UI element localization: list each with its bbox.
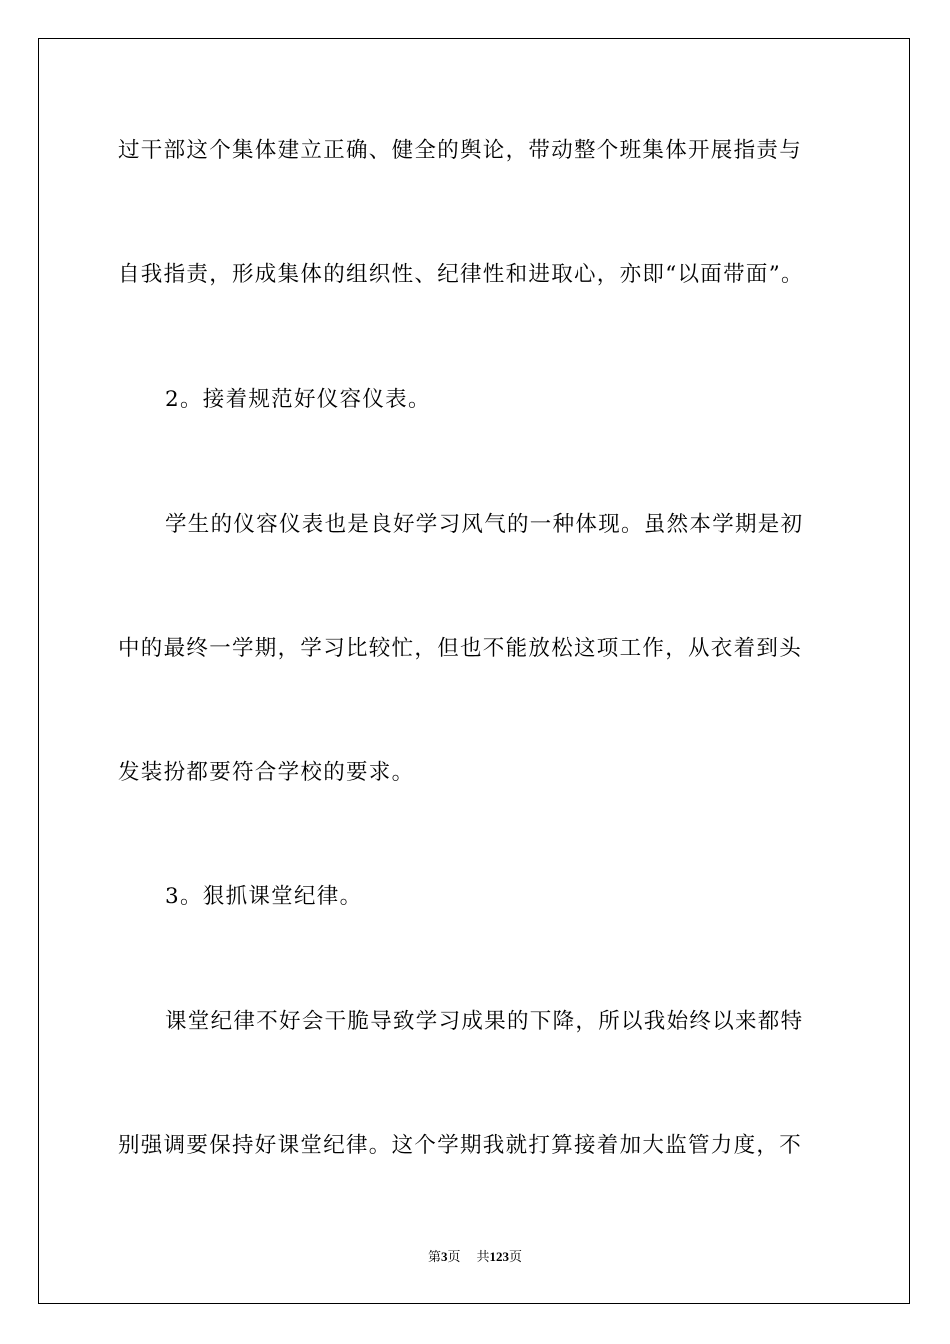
body-text-line: 自我指责，形成集体的组织性、纪律性和进取心，亦即“以面带面”。 [118, 262, 804, 287]
body-text-line: 学生的仪容仪表也是良好学习风气的一种体现。虽然本学期是初 [165, 512, 804, 537]
page-border [38, 38, 910, 1304]
section-heading: 3。狠抓课堂纪律。 [165, 884, 363, 909]
page-indicator: 第3页 [427, 1249, 461, 1264]
total-pages-indicator: 共123页 [476, 1249, 523, 1264]
body-text-line: 中的最终一学期，学习比较忙，但也不能放松这项工作，从衣着到头 [118, 636, 803, 661]
body-text-line: 课堂纪律不好会干脆导致学习成果的下降，所以我始终以来都特 [165, 1009, 804, 1034]
section-heading: 2。接着规范好仪容仪表。 [165, 387, 431, 412]
body-text-line: 别强调要保持好课堂纪律。这个学期我就打算接着加大监管力度，不 [118, 1133, 803, 1158]
page-footer [0, 1248, 950, 1266]
body-text-line: 发装扮都要符合学校的要求。 [118, 760, 415, 785]
body-text-line: 过干部这个集体建立正确、健全的舆论，带动整个班集体开展指责与 [118, 138, 803, 163]
